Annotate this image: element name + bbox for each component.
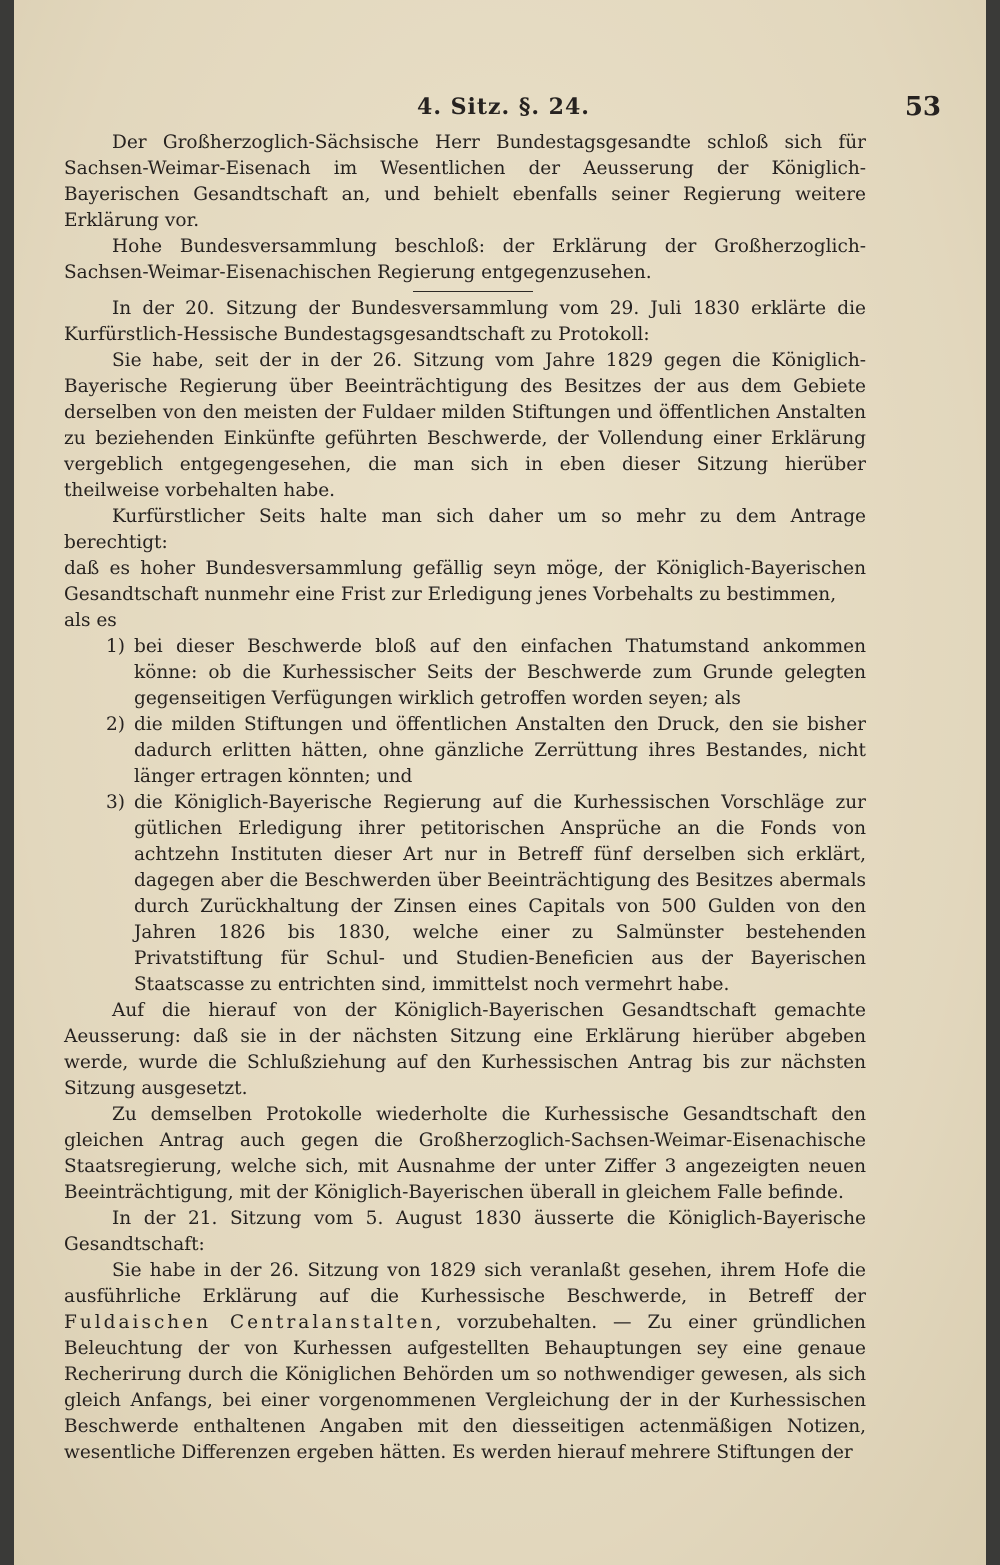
- list-number: 1): [106, 636, 125, 657]
- list-item: [64, 634, 866, 712]
- paragraph: Der Großherzoglich-Sächsische Herr Bundestagsgesandte schloß sich für Sachsen-Weimar-Eisenach im Wesentlichen der Aeusserung der Königlich-Bayerischen Gesandtschaft an, und behielt ebenfalls seiner Regierung weitere Erklärung vor.: [64, 132, 866, 231]
- page-body: [64, 130, 866, 1466]
- paragraph: Sie habe, seit der in der 26. Sitzung vom Jahre 1829 gegen die Königlich-Bayerische Regierung über Beeinträchtigung des Besitzes der aus dem Gebiete derselben von den meisten der Fuldaer milden Stiftungen und öffentlichen Anstalten zu beziehenden Einkünfte geführten Beschwerde, der Vollendung einer Erklärung vergeblich entgegengesehen, die man sich in eben dieser Sitzung hierüber theilweise vorbehalten habe.: [64, 350, 866, 501]
- numbered-list: [64, 634, 866, 998]
- spaced-emphasis: Fuldaischen Centralanstalten: [64, 1312, 436, 1333]
- paragraph: Kurfürstlicher Seits halte man sich daher um so mehr zu dem Antrage berechtigt:: [64, 506, 866, 553]
- page-header: [66, 92, 941, 126]
- quoted-motion: daß es hoher Bundesversammlung gefällig seyn möge, der Königlich-Bayerischen Gesandtschaft nunmehr eine Frist zur Erledigung jenes Vorbehalts zu bestimmen,: [64, 558, 866, 605]
- list-item: [64, 790, 866, 998]
- paragraph: In der 21. Sitzung vom 5. August 1830 äusserte die Königlich-Bayerische Gesandtschaft:: [64, 1208, 866, 1255]
- list-text: die Königlich-Bayerische Regierung auf die Kurhessischen Vorschläge zur gütlichen Erledigung ihrer petitorischen Ansprüche an die Fonds von achtzehn Instituten dieser Art nur in Betreff fünf derselben sich erklärt, dagegen aber die Beschwerden über Beeinträchtigung des Besitzes abermals durch Zurückhaltung der Zinsen eines Capitals von 500 Gulden von den Jahren 1826 bis 1830, welche einer zu Salmünster bestehenden Privatstiftung für Schul- und Studien-Beneficien aus der Bayerischen Staatscasse zu entrichten sind, immittelst noch vermehrt habe.: [134, 792, 866, 995]
- paragraph: [64, 1258, 866, 1466]
- paragraph-text: , vorzubehalten. — Zu einer gründlichen Beleuchtung der von Kurhessen aufgestellten Behauptungen sey eine genaue Recherirung durch die Königlichen Behörden um so nothwendiger gewesen, als sich gleich Anfangs, bei einer vorgenommenen Vergleichung der in der Kurhessischen Beschwerde enthaltenen Angaben mit den diesseitigen actenmäßigen Notizen, wesentliche Differenzen ergeben hätten. Es werden hierauf mehrere Stiftungen der: [64, 1312, 866, 1463]
- list-text: die milden Stiftungen und öffentlichen Anstalten den Druck, den sie bisher dadurch erlitten hätten, ohne gänzliche Zerrüttung ihres Bestandes, nicht länger ertragen könnten; und: [134, 714, 866, 787]
- section-divider: [413, 291, 533, 292]
- paragraph: In der 20. Sitzung der Bundesversammlung vom 29. Juli 1830 erklärte die Kurfürstlich-Hessische Bundestagsgesandtschaft zu Protokoll:: [64, 298, 866, 345]
- book-page: [14, 0, 986, 1565]
- list-number: 2): [106, 714, 125, 735]
- list-text: bei dieser Beschwerde bloß auf den einfachen Thatumstand ankommen könne: ob die Kurhessischer Seits der Beschwerde zum Grunde gelegten gegenseitigen Verfügungen wirklich getroffen worden seyen; als: [134, 636, 866, 709]
- paragraph: Zu demselben Protokolle wiederholte die Kurhessische Gesandtschaft den gleichen Antrag auch gegen die Großherzoglich-Sachsen-Weimar-Eisenachische Staatsregierung, welche sich, mit Ausnahme der unter Ziffer 3 angezeigten neuen Beeinträchtigung, mit der Königlich-Bayerischen überall in gleichem Falle befinde.: [64, 1104, 866, 1203]
- list-item: [64, 712, 866, 790]
- quoted-motion-cont: als es: [64, 610, 117, 631]
- paragraph-text: Sie habe in der 26. Sitzung von 1829 sich veranlaßt gesehen, ihrem Hofe die ausführliche Erklärung auf die Kurhessische Beschwerde, in Betreff der: [64, 1260, 866, 1307]
- page-number: 53: [904, 92, 941, 122]
- paragraph: Auf die hierauf von der Königlich-Bayerischen Gesandtschaft gemachte Aeusserung: daß sie in der nächsten Sitzung eine Erklärung hierüber abgeben werde, wurde die Schlußziehung auf den Kurhessischen Antrag bis zur nächsten Sitzung ausgesetzt.: [64, 1000, 866, 1099]
- paragraph: Hohe Bundesversammlung beschloß: der Erklärung der Großherzoglich-Sachsen-Weimar-Eisenachischen Regierung entgegenzusehen.: [64, 236, 866, 283]
- running-head: 4. Sitz. §. 24.: [417, 94, 590, 120]
- list-number: 3): [106, 792, 125, 813]
